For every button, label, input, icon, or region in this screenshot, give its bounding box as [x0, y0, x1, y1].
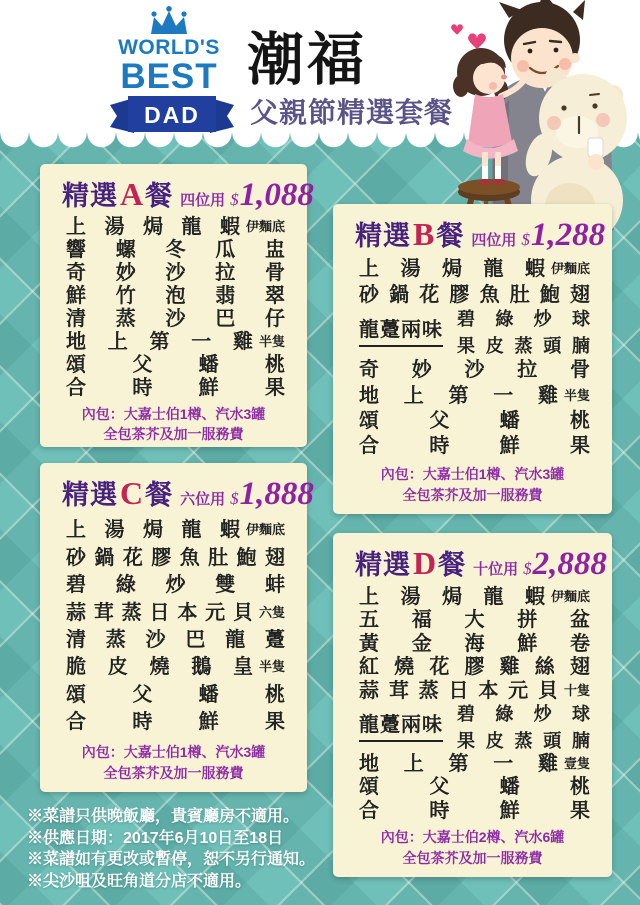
dish-row [359, 800, 590, 823]
dish-list [58, 512, 289, 740]
menu-letter: D [413, 545, 437, 581]
dish-row [66, 354, 285, 377]
menu-title [351, 214, 606, 253]
dish-name: 上 湯 焗 龍 蝦 [359, 585, 545, 608]
footer-note-line: ※菜譜只供晚飯廳，貴賓廳房不適用。 [27, 808, 300, 825]
dish-name: 地 上 第 一 雞 [66, 331, 253, 353]
worlds-best-dad-badge [110, 6, 228, 134]
dish-row [66, 216, 285, 239]
footer-note-line: ※菜譜如有更改或暫停，恕不另行通知。 [27, 851, 316, 869]
menu-includes [351, 825, 594, 869]
menu-currency: $ [230, 489, 239, 508]
menu-title-suffix: 餐 [145, 480, 174, 510]
dish-row [66, 239, 285, 262]
dish-combo-option: 果 皮 蒸 頭 腩 [457, 731, 590, 752]
dish-combo-options [457, 704, 590, 752]
dish-row-combo [359, 309, 590, 357]
dish-name: 合 時 鮮 果 [359, 435, 590, 458]
menu-includes-line: 內包：大嘉士伯1樽、汽水3罐 [380, 466, 565, 483]
dish-name: 奇 妙 沙 拉 骨 [359, 359, 590, 382]
dish-name: 黃 金 海 鮮 卷 [359, 632, 590, 655]
menu-title-prefix: 精選 [62, 480, 118, 510]
menu-serving: 六位用 [180, 491, 226, 508]
dish-list [58, 213, 289, 402]
dish-name: 砂 鍋 花 膠 魚 肚 鮑 翅 [359, 283, 590, 306]
fathers-day-illustration [427, 0, 640, 230]
menu-title-prefix: 精選 [355, 550, 411, 580]
menu-price: 1,088 [239, 177, 314, 213]
dish-combo-option: 果 皮 蒸 頭 腩 [457, 336, 590, 357]
dish-combo-options [457, 309, 590, 357]
dish-row [66, 308, 285, 331]
dish-name: 頌 父 蟠 桃 [66, 683, 285, 706]
menu-serving: 四位用 [180, 192, 226, 209]
dish-note: 伊麵底 [550, 588, 590, 604]
menu-price: 2,888 [532, 546, 607, 582]
dish-name: 脆 皮 燒 鵝 皇 [66, 656, 253, 679]
dish-name: 蒜 茸 蒸 日 本 元 貝 [359, 679, 558, 702]
dish-row [359, 385, 590, 408]
menu-includes-line: 全包茶芥及加一服務費 [103, 764, 244, 781]
dish-name: 合 時 鮮 果 [66, 711, 285, 733]
dish-name: 碧 綠 炒 雙 蚌 [66, 574, 285, 597]
dish-row [359, 586, 590, 609]
menu-card-c [40, 463, 314, 792]
footer-notes [27, 806, 372, 892]
dish-row [66, 711, 285, 734]
menu-title [58, 174, 314, 213]
logo-line2: BEST [120, 57, 218, 97]
menu-includes [58, 402, 289, 446]
dish-note: 壹隻 [563, 755, 590, 771]
dish-name: 清 蒸 沙 巴 龍 躉 [66, 628, 285, 651]
dish-note: 六隻 [258, 604, 285, 620]
dish-note: 半隻 [563, 387, 590, 403]
dish-combo-label: 龍躉兩味 [359, 319, 443, 347]
ribbon-label: DAD [144, 102, 200, 129]
dish-name: 合 時 鮮 果 [359, 799, 590, 822]
menu-serving: 十位用 [473, 561, 519, 578]
menu-letter: B [413, 216, 435, 252]
dish-combo-option: 碧 綠 炒 球 [457, 703, 590, 724]
dish-row [359, 359, 590, 382]
dish-row [66, 656, 285, 679]
dish-name: 頌 父 蟠 桃 [66, 354, 285, 376]
menu-title-suffix: 餐 [438, 550, 467, 580]
dish-row [359, 680, 590, 703]
dish-combo-label: 龍躉兩味 [359, 714, 443, 742]
dish-name: 響 螺 冬 瓜 盅 [66, 239, 285, 261]
menu-includes-line: 內包：大嘉士伯2樽、汽水6罐 [380, 829, 565, 846]
promo-subtitle: 父親節精選套餐 [250, 97, 454, 128]
menu-title [58, 473, 314, 512]
dish-row [66, 547, 285, 570]
menu-currency: $ [523, 559, 532, 578]
dish-row [359, 435, 590, 458]
dish-row [66, 602, 285, 625]
dish-name: 上 湯 焗 龍 蝦 [359, 258, 545, 281]
dish-row [66, 262, 285, 285]
dish-note: 十隻 [563, 683, 590, 698]
menu-includes-line: 全包茶芥及加一服務費 [402, 486, 543, 503]
dish-row [66, 519, 285, 542]
dish-row [359, 753, 590, 776]
crown-icon [143, 6, 195, 36]
menu-includes-line: 內包：大嘉士伯1樽、汽水3罐 [81, 406, 266, 422]
heart-icon [451, 24, 486, 49]
menu-title-prefix: 精選 [62, 181, 118, 211]
dish-row-combo [359, 704, 590, 752]
dish-row [359, 776, 590, 799]
dish-row [359, 258, 590, 281]
dish-name: 地 上 第 一 雞 [359, 384, 558, 407]
dish-row [66, 331, 285, 354]
dish-row [359, 410, 590, 433]
menu-serving: 四位用 [471, 232, 517, 249]
dish-name: 蒜 茸 蒸 日 本 元 貝 [66, 601, 253, 624]
dish-note: 半隻 [258, 659, 285, 675]
footer-note-line: ※供應日期：2017年6月10日至18日 [27, 829, 284, 847]
menu-title-suffix: 餐 [145, 181, 174, 211]
dad-ribbon [110, 96, 234, 134]
dish-row [359, 656, 590, 679]
dish-note: 伊麵底 [245, 522, 285, 538]
dish-name: 紅 燒 花 膠 雞 絲 翅 [359, 656, 590, 679]
menu-card-b [333, 204, 612, 514]
menu-title [351, 543, 607, 582]
dish-list [351, 582, 594, 825]
dish-name: 頌 父 蟠 桃 [359, 409, 590, 432]
footer-note-line: ※尖沙咀及旺角道分店不適用。 [27, 872, 252, 890]
dish-name: 奇 妙 沙 拉 骨 [66, 262, 285, 284]
menu-includes [351, 462, 594, 506]
dish-name: 五 福 大 拼 盆 [359, 609, 590, 632]
menu-title-suffix: 餐 [436, 221, 465, 251]
menu-includes-line: 全包茶芥及加一服務費 [402, 849, 543, 866]
menu-card-d [333, 533, 612, 877]
dish-row [66, 574, 285, 597]
menu-currency: $ [521, 230, 530, 249]
dish-note: 半隻 [258, 334, 285, 350]
restaurant-name: 潮福 [247, 28, 367, 92]
menu-title-prefix: 精選 [355, 221, 411, 251]
dish-row [359, 284, 590, 307]
menu-price: 1,888 [239, 476, 314, 512]
dish-name: 頌 父 蟠 桃 [359, 776, 590, 799]
dish-note: 伊麵底 [550, 261, 590, 277]
menu-includes-line: 全包茶芥及加一服務費 [103, 426, 244, 443]
dish-row [66, 377, 285, 400]
menu-card-a [40, 164, 314, 447]
dish-name: 地 上 第 一 雞 [359, 752, 558, 775]
menu-price: 1,288 [530, 217, 606, 253]
dish-row [66, 629, 285, 652]
dish-note: 伊麵底 [245, 219, 285, 235]
dish-combo-option: 碧 綠 炒 球 [457, 308, 590, 329]
dish-name: 清 蒸 沙 巴 仔 [66, 308, 285, 330]
menu-includes [58, 740, 289, 784]
dish-name: 上 湯 焗 龍 蝦 [66, 519, 240, 542]
menu-currency: $ [230, 190, 239, 209]
dish-name: 合 時 鮮 果 [66, 377, 285, 399]
dish-name: 鮮 竹 泡 翡 翠 [66, 285, 285, 307]
menu-includes-line: 內包：大嘉士伯1樽、汽水3罐 [81, 744, 266, 761]
dish-list [351, 253, 594, 462]
menu-letter: C [120, 475, 144, 511]
dish-name: 砂 鍋 花 膠 魚 肚 鮑 翅 [66, 546, 285, 569]
menu-letter: A [120, 176, 144, 212]
dish-row [359, 633, 590, 656]
dish-row [66, 684, 285, 707]
dish-row [66, 285, 285, 308]
logo-line1: WORLD'S [118, 36, 220, 59]
dish-row [359, 609, 590, 632]
dish-name: 上 湯 焗 龍 蝦 [66, 216, 240, 238]
